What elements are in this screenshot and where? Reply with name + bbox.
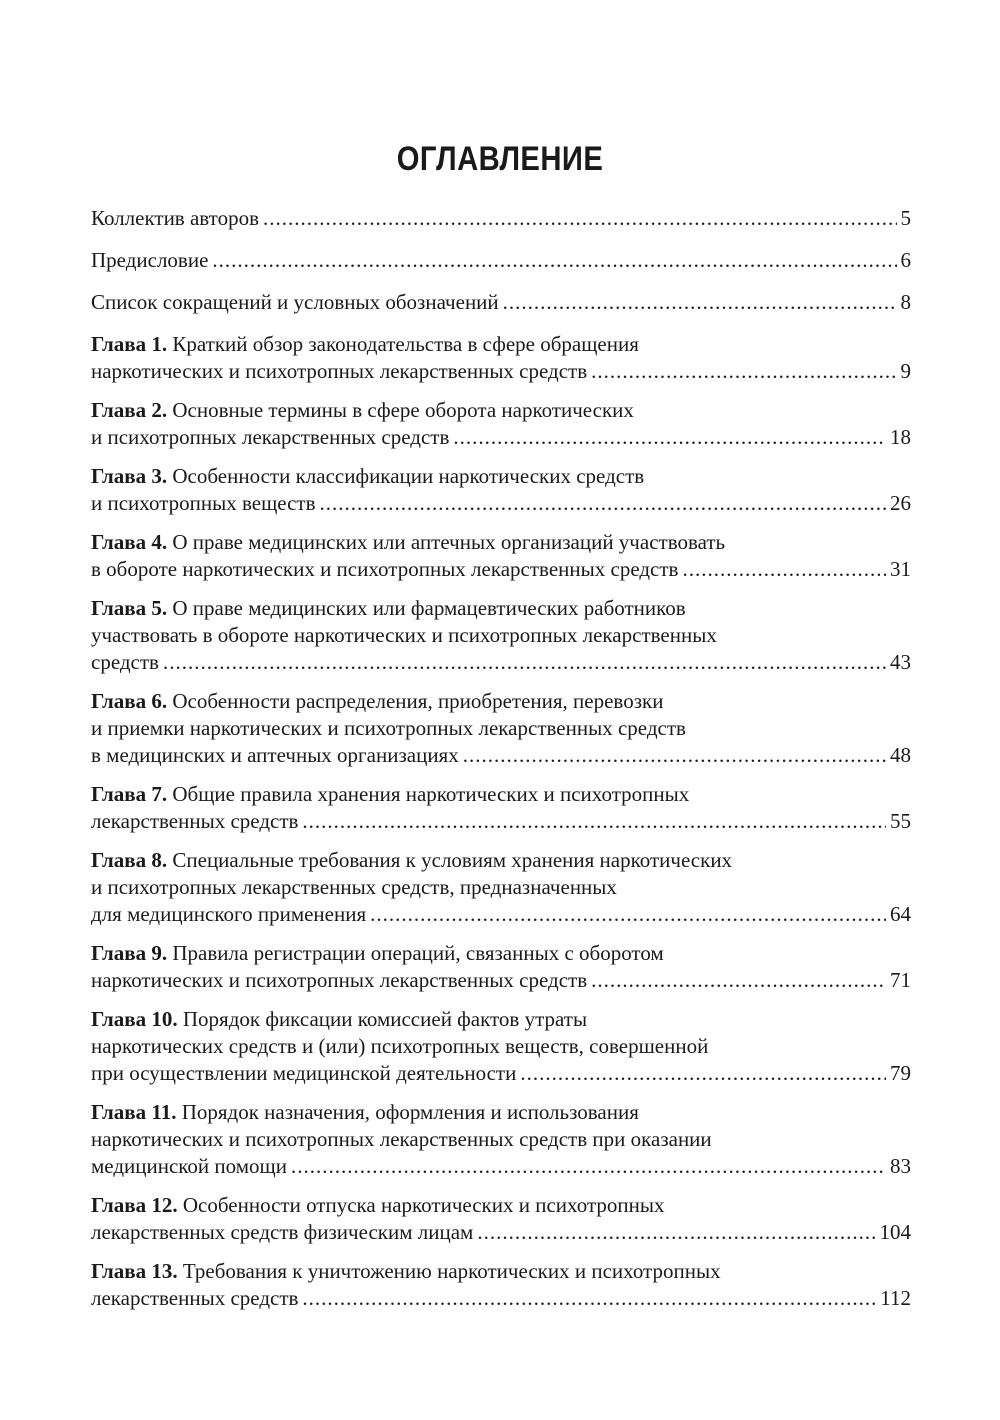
toc-entry[interactable] [91,289,911,316]
toc-entry-text: в медицинских и аптечных организациях [91,743,459,767]
toc-entry-line [91,1258,911,1285]
toc-entry-line [91,1006,911,1033]
toc-entry-line [91,622,911,649]
toc-entry-text: и психотропных лекарственных средств, предназначенных [91,875,617,899]
toc-entry[interactable] [91,688,911,769]
toc-entry-text: и психотропных лекарственных средств [91,425,450,449]
toc-entry-text: Коллектив авторов [91,206,259,230]
toc-entry-text: участвовать в обороте наркотических и психотропных лекарственных [91,623,717,647]
toc-entry-line [91,1192,911,1219]
chapter-label: Глава 1. [91,332,168,356]
dot-leader [163,649,886,676]
chapter-label: Глава 5. [91,596,168,620]
toc-entry-text: лекарственных средств [91,809,299,833]
toc-entry-line [91,1033,911,1060]
toc-entry[interactable] [91,1258,911,1312]
page-number: 43 [890,650,911,674]
toc-entry-last-line [91,490,911,517]
toc-entry-text: Порядок назначения, оформления и использования [181,1100,639,1124]
chapter-label: Глава 7. [91,782,168,806]
dot-leader [591,967,886,994]
toc-entry-text: наркотических и психотропных лекарственных средств [91,968,588,992]
table-of-contents [91,205,911,1324]
toc-entry-text: Правила регистрации операций, связанных с оборотом [172,941,664,965]
toc-entry-text: Общие правила хранения наркотических и психотропных [172,782,690,806]
toc-entry-text: для медицинского применения [91,902,367,926]
toc-entry-line [91,1126,911,1153]
toc-entry-text: Краткий обзор законодательства в сфере обращения [172,332,639,356]
dot-leader [302,808,886,835]
toc-entry-last-line [91,967,911,994]
toc-entry-line [91,688,911,715]
toc-entry[interactable] [91,247,911,274]
dot-leader [591,358,896,385]
dot-leader [291,1153,886,1180]
toc-entry-last-line [91,289,911,316]
page-number: 26 [890,491,911,515]
toc-entry-text: Порядок фиксации комиссией фактов утраты [182,1007,588,1031]
toc-entry-text: в обороте наркотических и психотропных лекарственных средств [91,557,679,581]
toc-entry-last-line [91,424,911,451]
toc-entry[interactable] [91,205,911,232]
toc-entry-last-line [91,1219,911,1246]
toc-entry-text: Список сокращений и условных обозначений [91,290,499,314]
page-number: 55 [890,809,911,833]
toc-entry[interactable] [91,1006,911,1087]
toc-entry[interactable] [91,940,911,994]
toc-entry-line [91,874,911,901]
toc-entry-text: при осуществлении медицинской деятельности [91,1061,517,1085]
toc-entry[interactable] [91,331,911,385]
toc-entry-line [91,781,911,808]
dot-leader [320,490,886,517]
page-number: 79 [890,1061,911,1085]
page-number: 9 [900,359,911,383]
page-number: 5 [900,206,911,230]
dot-leader [477,1219,875,1246]
toc-entry-text: наркотических и психотропных лекарственных средств [91,359,588,383]
toc-entry-line [91,529,911,556]
page-number: 71 [890,968,911,992]
toc-entry-text: наркотических средств и (или) психотропных веществ, совершенной [91,1034,709,1058]
toc-entry-last-line [91,1060,911,1087]
chapter-label: Глава 3. [91,464,168,488]
page-number: 104 [879,1220,911,1244]
chapter-label: Глава 4. [91,530,168,554]
dot-leader [503,289,897,316]
toc-entry-line [91,463,911,490]
toc-entry-last-line [91,649,911,676]
toc-entry-line [91,847,911,874]
toc-entry-text: и приемки наркотических и психотропных лекарственных средств [91,716,686,740]
toc-entry[interactable] [91,529,911,583]
toc-entry-last-line [91,358,911,385]
chapter-label: Глава 12. [91,1193,178,1217]
toc-entry-text: и психотропных веществ [91,491,316,515]
toc-entry-text: Особенности классификации наркотических средств [172,464,645,488]
dot-leader [263,205,897,232]
chapter-label: Глава 6. [91,689,168,713]
toc-entry[interactable] [91,595,911,676]
dot-leader [520,1060,886,1087]
toc-entry[interactable] [91,847,911,928]
chapter-label: Глава 9. [91,941,168,965]
toc-entry[interactable] [91,1192,911,1246]
toc-entry-text: Особенности отпуска наркотических и психотропных [182,1193,665,1217]
dot-leader [463,742,886,769]
toc-entry-text: Основные термины в сфере оборота наркотических [172,398,634,422]
page-title: ОГЛАВЛЕНИЕ [396,140,604,178]
dot-leader [682,556,886,583]
page-number: 64 [890,902,911,926]
toc-entry-text: Требования к уничтожению наркотических и психотропных [182,1259,721,1283]
toc-entry-text: Особенности распределения, приобретения, перевозки [172,689,664,713]
toc-entry-last-line [91,556,911,583]
chapter-label: Глава 2. [91,398,168,422]
page-number: 48 [890,743,911,767]
dot-leader [302,1285,876,1312]
toc-entry-text: Специальные требования к условиям хранения наркотических [172,848,733,872]
dot-leader [453,424,886,451]
toc-entry-line [91,595,911,622]
toc-entry-last-line [91,1153,911,1180]
toc-entry-line [91,1099,911,1126]
toc-entry-last-line [91,901,911,928]
toc-entry-last-line [91,247,911,274]
page-number: 18 [890,425,911,449]
toc-entry-last-line [91,808,911,835]
toc-entry[interactable] [91,781,911,835]
toc-entry-last-line [91,742,911,769]
toc-entry-text: средств [91,650,159,674]
toc-entry-text: медицинской помощи [91,1154,287,1178]
toc-entry-line [91,940,911,967]
toc-entry-text: лекарственных средств физическим лицам [91,1220,474,1244]
toc-entry-line [91,715,911,742]
page-number: 6 [900,248,911,272]
toc-entry-text: Предисловие [91,248,209,272]
page-number: 112 [880,1286,911,1310]
toc-entry-line [91,397,911,424]
chapter-label: Глава 13. [91,1259,178,1283]
page-number: 8 [900,290,911,314]
chapter-label: Глава 10. [91,1007,178,1031]
toc-entry-text: наркотических и психотропных лекарственных средств при оказании [91,1127,712,1151]
toc-entry-text: О праве медицинских или аптечных организаций участвовать [172,530,726,554]
toc-entry-last-line [91,205,911,232]
toc-entry-text: лекарственных средств [91,1286,299,1310]
dot-leader [370,901,886,928]
page-number: 31 [890,557,911,581]
chapter-label: Глава 8. [91,848,168,872]
chapter-label: Глава 11. [91,1100,177,1124]
toc-entry-last-line [91,1285,911,1312]
toc-entry[interactable] [91,463,911,517]
page-number: 83 [890,1154,911,1178]
toc-entry-line [91,331,911,358]
toc-entry[interactable] [91,397,911,451]
toc-entry[interactable] [91,1099,911,1180]
toc-entry-text: О праве медицинских или фармацевтических работников [172,596,686,620]
dot-leader [212,247,896,274]
